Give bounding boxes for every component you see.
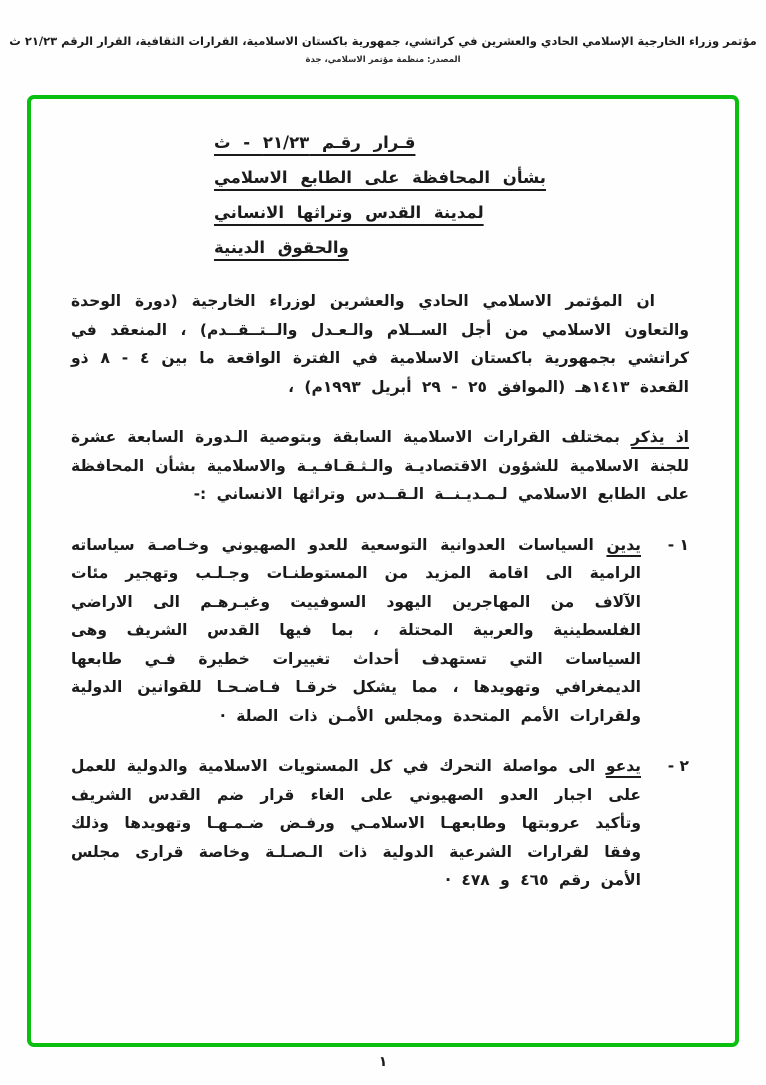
item-2-text xyxy=(71,752,641,895)
resolution-title xyxy=(214,125,546,265)
header-source: المصدر: منظمة مؤتمر الاسلامي، جدة xyxy=(305,55,461,65)
document-border xyxy=(27,95,739,1047)
item-2-number: ٢ - xyxy=(667,757,689,775)
preamble-paragraph: ان المؤتمر الاسلامي الحادي والعشرين لوزراء الخارجية (دورة الوحدة والتعاون الاسلامي من أجل الســلام والـعـدل والــتــقــدم) ، المنعقد في كراتشي بجمهورية باكستان الاسلامية في الفترة الواقعة ما بين ٤ - ٨ ذو القعدة ١٤١٣هـ (الموافق ٢٥ - ٢٩ أبريل ١٩٩٣م) ، xyxy=(71,292,689,396)
recall-paragraph xyxy=(71,423,689,509)
header-citation: مؤتمر وزراء الخارجية الإسلامي الحادي والعشرين في كراتشي، جمهورية باكستان الاسلامية، القرارات الثقافية، القرار الرقم ٢١/٢٣ ث xyxy=(9,34,757,48)
recall-text: بمختلف القرارات الاسلامية السابقة وبتوصية الـدورة السابعة عشرة للجنة الاسلامية للشؤون الاقتصاديـة والـثـقـافـيـة والاسلامية بشأن المحافظة على الطابع الاسلامي لـمـديـنــة الـقــدس وتراثها الانساني :- xyxy=(71,428,689,503)
title-line-resolution-number: قـرار رقـم ٢١/٢٣ - ث xyxy=(213,133,416,152)
title-line-subject: بشأن المحافظة على الطابع الاسلامي xyxy=(213,168,547,187)
document-header xyxy=(0,0,766,65)
item-1-lead: يدين xyxy=(606,535,641,554)
recall-lead: اذ يذكر xyxy=(631,428,689,446)
item-2-lead: يدعو xyxy=(605,757,641,775)
resolution-item-2 xyxy=(71,752,689,895)
page-number: ١ xyxy=(378,1054,388,1070)
item-1-body: السياسات العدوانية التوسعية للعدو الصهيوني وخـاصـة سياساته الرامية الى اقامة المزيد من المستوطنـات وجـلـب وتهجير مئات الآلاف من المهاجرين اليهود السوفييت وغيـرهـم الى الاراضي الفلسطينية والعربية المحتلة ، بما فيها القدس الشريف وهى السياسات التي تستهدف أحداث تغييرات خطيرة فـي طابعها الديمغرافي وتهويدها ، مما يشكل خرقـا فـاضـحـا للقوانين الدولية ولقرارات الأمم المتحدة ومجلس الأمـن ذات الصلة · xyxy=(71,535,641,725)
title-line-city: لمدينة القدس وتراثها الانساني xyxy=(213,203,484,222)
item-1-number: ١ - xyxy=(667,535,689,554)
item-1-text xyxy=(71,531,641,731)
item-2-body: الى مواصلة التحرك في كل المستويات الاسلامية والدولية للعمل على اجبار العدو الصهيوني على الغاء قرار ضم القدس الشريف وتأكيد عروبتها وطابعهـا الاسلامـي ورفـض ضـمـهـا وتهويدها وذلك وفقا لقرارات الشرعية الدولية ذات الـصـلـة وخاصة قرارى مجلس الأمن رقم ٤٦٥ و ٤٧٨ · xyxy=(71,757,641,889)
resolution-item-1 xyxy=(71,531,689,731)
title-line-rights: والحقوق الدينية xyxy=(213,238,349,257)
